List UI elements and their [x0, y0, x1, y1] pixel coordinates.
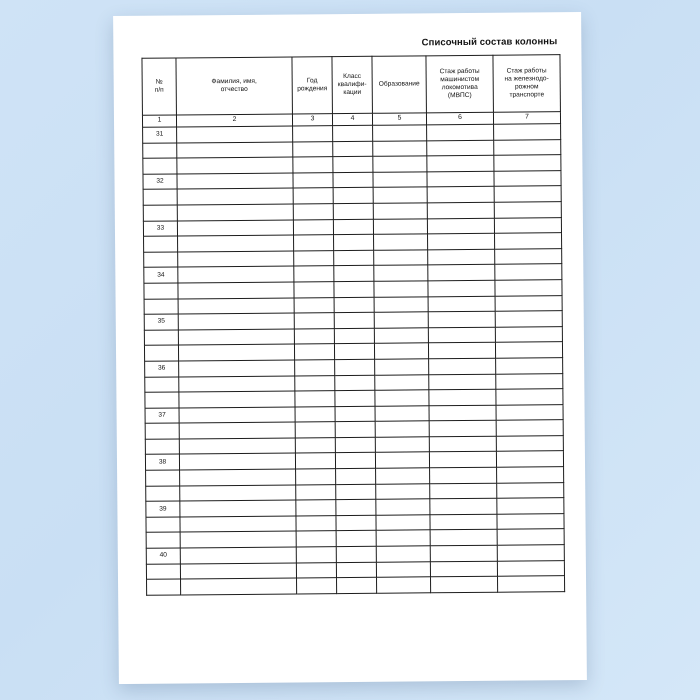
document-body [141, 36, 564, 595]
table-cell-empty [178, 329, 294, 346]
table-cell-empty [179, 453, 295, 470]
row-number-cell [145, 439, 179, 455]
table-cell-empty [335, 422, 375, 438]
table-cell-empty [335, 406, 375, 422]
table-cell-empty [178, 344, 294, 361]
row-number-cell [144, 252, 178, 268]
column-header-fullname: Фамилия, имя, отчество [176, 57, 292, 115]
row-number-cell [146, 486, 180, 502]
table-cell-empty [428, 343, 495, 359]
table-cell-empty [178, 282, 294, 299]
table-cell-empty [430, 530, 497, 546]
table-cell-empty [294, 344, 334, 360]
column-header-birthyear: Год рождения [292, 57, 332, 114]
table-cell-empty [295, 375, 335, 391]
table-cell-empty [294, 313, 334, 329]
table-cell-empty [296, 562, 336, 578]
table-cell-empty [295, 453, 335, 469]
table-cell-empty [333, 125, 373, 141]
row-number-cell [145, 423, 179, 439]
page-title: Списочный состав колонны [421, 36, 558, 49]
table-cell-empty [180, 485, 296, 502]
table-cell-empty [335, 453, 375, 469]
table-cell-empty [179, 407, 295, 424]
table-cell-empty [180, 516, 296, 533]
table-cell-empty [427, 187, 494, 203]
row-number-cell: 38 [145, 454, 179, 470]
table-cell-empty [333, 203, 373, 219]
table-cell-empty [428, 233, 495, 249]
table-cell-empty [374, 281, 428, 297]
table-cell-empty [333, 156, 373, 172]
table-cell-empty [179, 422, 295, 439]
row-number-cell [145, 392, 179, 408]
table-cell-empty [496, 389, 563, 405]
table-cell-empty [431, 576, 498, 592]
table-cell-empty [496, 436, 563, 452]
row-number-cell [145, 376, 179, 392]
table-cell-empty [497, 498, 564, 514]
row-number-cell: 37 [145, 408, 179, 424]
table-cell-empty [334, 328, 374, 344]
column-number-7: 7 [493, 112, 560, 125]
column-number-5: 5 [372, 113, 426, 125]
table-cell-empty [497, 467, 564, 483]
row-number-cell: 39 [146, 501, 180, 517]
table-cell-empty [374, 250, 428, 266]
table-cell-empty [495, 264, 562, 280]
table-cell-empty [376, 515, 430, 531]
table-cell-empty [429, 452, 496, 468]
row-number-cell [143, 143, 177, 159]
row-number-cell [143, 189, 177, 205]
row-number-cell [144, 345, 178, 361]
table-cell-empty [375, 437, 429, 453]
table-cell-empty [178, 266, 294, 283]
table-cell-empty [497, 560, 564, 576]
table-cell-empty [296, 469, 336, 485]
table-cell-empty [375, 374, 429, 390]
table-cell-empty [494, 217, 561, 233]
column-header-locomotive-experience: Стаж работы машинистом локомотива (МВПС) [426, 55, 493, 113]
table-cell-empty [495, 326, 562, 342]
table-cell-empty [177, 157, 293, 174]
table-cell-empty [374, 343, 428, 359]
table-cell-empty [429, 358, 496, 374]
row-number-cell [146, 532, 180, 548]
header-row [142, 55, 560, 116]
column-header-qualification-class: Класс квалифи- кации [332, 56, 372, 113]
column-header-railway-experience: Стаж работы на железнодо- рожном транспорте [493, 55, 560, 113]
table-cell-empty [428, 249, 495, 265]
table-cell-empty [296, 484, 336, 500]
table-cell-empty [178, 313, 294, 330]
table-cell-empty [427, 140, 494, 156]
table-cell-empty [496, 373, 563, 389]
table-cell-empty [427, 218, 494, 234]
table-cell-empty [375, 390, 429, 406]
table-cell-empty [497, 529, 564, 545]
table-cell-empty [497, 576, 564, 592]
table-cell-empty [427, 124, 494, 140]
table-cell-empty [335, 375, 375, 391]
table-cell-empty [180, 469, 296, 486]
table-cell-empty [177, 142, 293, 159]
table-cell-empty [494, 139, 561, 155]
row-number-cell: 40 [146, 548, 180, 564]
table-cell-empty [429, 389, 496, 405]
table-cell-empty [181, 578, 297, 595]
table-cell-empty [430, 498, 497, 514]
table-cell-empty [373, 187, 427, 203]
table-cell-empty [494, 124, 561, 140]
table-cell-empty [427, 202, 494, 218]
table-cell-empty [334, 297, 374, 313]
table-cell-empty [374, 234, 428, 250]
table-header [142, 55, 561, 128]
table-cell-empty [428, 327, 495, 343]
table-cell-empty [429, 405, 496, 421]
table-cell-empty [293, 172, 333, 188]
table-cell-empty [428, 311, 495, 327]
table-cell-empty [293, 219, 333, 235]
row-number-cell [147, 579, 181, 595]
table-cell-empty [179, 391, 295, 408]
table-cell-empty [336, 500, 376, 516]
table-cell-empty [293, 141, 333, 157]
table-cell-empty [293, 126, 333, 142]
table-cell-empty [296, 515, 336, 531]
table-cell-empty [177, 126, 293, 143]
table-cell-empty [496, 404, 563, 420]
table-cell-empty [376, 561, 430, 577]
table-cell-empty [496, 420, 563, 436]
table-cell-empty [375, 406, 429, 422]
table-cell-empty [495, 280, 562, 296]
table-cell-empty [177, 220, 293, 237]
table-cell-empty [373, 156, 427, 172]
table-cell-empty [374, 265, 428, 281]
table-cell-empty [179, 360, 295, 377]
table-cell-empty [428, 296, 495, 312]
row-number-cell: 31 [143, 127, 177, 143]
table-cell-empty [334, 234, 374, 250]
table-cell-empty [376, 468, 430, 484]
table-cell-empty [295, 406, 335, 422]
table-cell-empty [428, 280, 495, 296]
table-cell-empty [334, 266, 374, 282]
row-number-cell: 33 [143, 221, 177, 237]
table-cell-empty [495, 295, 562, 311]
table-cell-empty [430, 514, 497, 530]
row-number-cell [144, 299, 178, 315]
table-cell-empty [335, 437, 375, 453]
row-number-cell [144, 236, 178, 252]
row-number-cell: 36 [145, 361, 179, 377]
table-cell-empty [376, 546, 430, 562]
table-cell-empty [374, 328, 428, 344]
table-cell-empty [428, 265, 495, 281]
table-cell-empty [180, 563, 296, 580]
table-cell-empty [295, 360, 335, 376]
table-cell-empty [430, 545, 497, 561]
table-cell-empty [180, 500, 296, 517]
table-cell-empty [376, 483, 430, 499]
table-cell-empty [373, 140, 427, 156]
table-cell-empty [375, 359, 429, 375]
row-number-cell [143, 205, 177, 221]
table-cell-empty [180, 531, 296, 548]
table-cell-empty [427, 171, 494, 187]
table-cell-empty [496, 358, 563, 374]
paper-sheet [113, 12, 587, 684]
table-cell-empty [430, 467, 497, 483]
table-cell-empty [374, 296, 428, 312]
column-number-4: 4 [332, 113, 372, 125]
table-cell-empty [296, 500, 336, 516]
table-body [143, 124, 565, 595]
table-cell-empty [333, 172, 373, 188]
table-cell-empty [333, 141, 373, 157]
column-header-number: № п/п [142, 58, 176, 115]
table-cell-empty [495, 248, 562, 264]
table-cell-empty [178, 251, 294, 268]
table-cell-empty [336, 515, 376, 531]
row-number-cell: 35 [144, 314, 178, 330]
table-cell-empty [177, 204, 293, 221]
table-cell-empty [336, 484, 376, 500]
table-cell-empty [429, 436, 496, 452]
table-cell-empty [373, 203, 427, 219]
table-cell-empty [494, 202, 561, 218]
table-cell-empty [376, 530, 430, 546]
table-cell-empty [293, 157, 333, 173]
table-cell-empty [295, 438, 335, 454]
table-cell-empty [373, 125, 427, 141]
table-cell-empty [334, 250, 374, 266]
table-cell-empty [177, 188, 293, 205]
table-cell-empty [179, 438, 295, 455]
table-cell-empty [294, 266, 334, 282]
table-cell-empty [495, 342, 562, 358]
table-cell-empty [336, 546, 376, 562]
column-header-education: Образование [372, 56, 426, 113]
table-cell-empty [334, 281, 374, 297]
table-cell-empty [430, 561, 497, 577]
table-cell-empty [294, 328, 334, 344]
column-number-3: 3 [292, 114, 332, 126]
table-cell-empty [375, 421, 429, 437]
table-cell-empty [294, 235, 334, 251]
table-cell-empty [295, 391, 335, 407]
table-cell-empty [337, 577, 377, 593]
row-number-cell [146, 470, 180, 486]
column-number-1: 1 [142, 115, 176, 127]
table-cell-empty [178, 235, 294, 252]
table-cell-empty [177, 173, 293, 190]
table-cell-empty [334, 344, 374, 360]
row-number-cell [144, 283, 178, 299]
table-cell-empty [179, 375, 295, 392]
table-cell-empty [427, 155, 494, 171]
table-cell-empty [495, 233, 562, 249]
table-cell-empty [333, 188, 373, 204]
table-cell-empty [180, 547, 296, 564]
table-cell-empty [293, 204, 333, 220]
table-cell-empty [373, 218, 427, 234]
table-cell-empty [430, 483, 497, 499]
table-cell-empty [335, 359, 375, 375]
table-cell-empty [373, 172, 427, 188]
table-cell-empty [178, 298, 294, 315]
table-cell-empty [294, 297, 334, 313]
table-cell-empty [294, 250, 334, 266]
table-cell-empty [497, 545, 564, 561]
row-number-cell: 34 [144, 267, 178, 283]
row-number-cell [144, 330, 178, 346]
table-cell-empty [497, 513, 564, 529]
row-number-cell [146, 564, 180, 580]
table-cell-empty [296, 531, 336, 547]
table-cell-empty [494, 186, 561, 202]
table-cell-empty [376, 499, 430, 515]
table-cell-empty [494, 155, 561, 171]
column-number-6: 6 [426, 112, 493, 125]
table-cell-empty [377, 577, 431, 593]
table-cell-empty [293, 188, 333, 204]
table-cell-empty [494, 170, 561, 186]
table-cell-empty [335, 390, 375, 406]
table-cell-empty [333, 219, 373, 235]
table-cell-empty [334, 312, 374, 328]
table-cell-empty [429, 374, 496, 390]
table-cell-empty [297, 578, 337, 594]
column-number-2: 2 [176, 114, 292, 127]
table-cell-empty [429, 421, 496, 437]
table-cell-empty [336, 562, 376, 578]
row-number-cell [143, 158, 177, 174]
table-cell-empty [294, 282, 334, 298]
table-cell-empty [336, 531, 376, 547]
table-cell-empty [295, 422, 335, 438]
table-cell-empty [336, 468, 376, 484]
row-number-cell [146, 517, 180, 533]
roster-table [141, 54, 565, 595]
table-row [147, 576, 565, 595]
row-number-cell: 32 [143, 174, 177, 190]
table-cell-empty [374, 312, 428, 328]
table-cell-empty [296, 547, 336, 563]
table-cell-empty [497, 482, 564, 498]
table-cell-empty [495, 311, 562, 327]
table-cell-empty [496, 451, 563, 467]
table-cell-empty [375, 452, 429, 468]
